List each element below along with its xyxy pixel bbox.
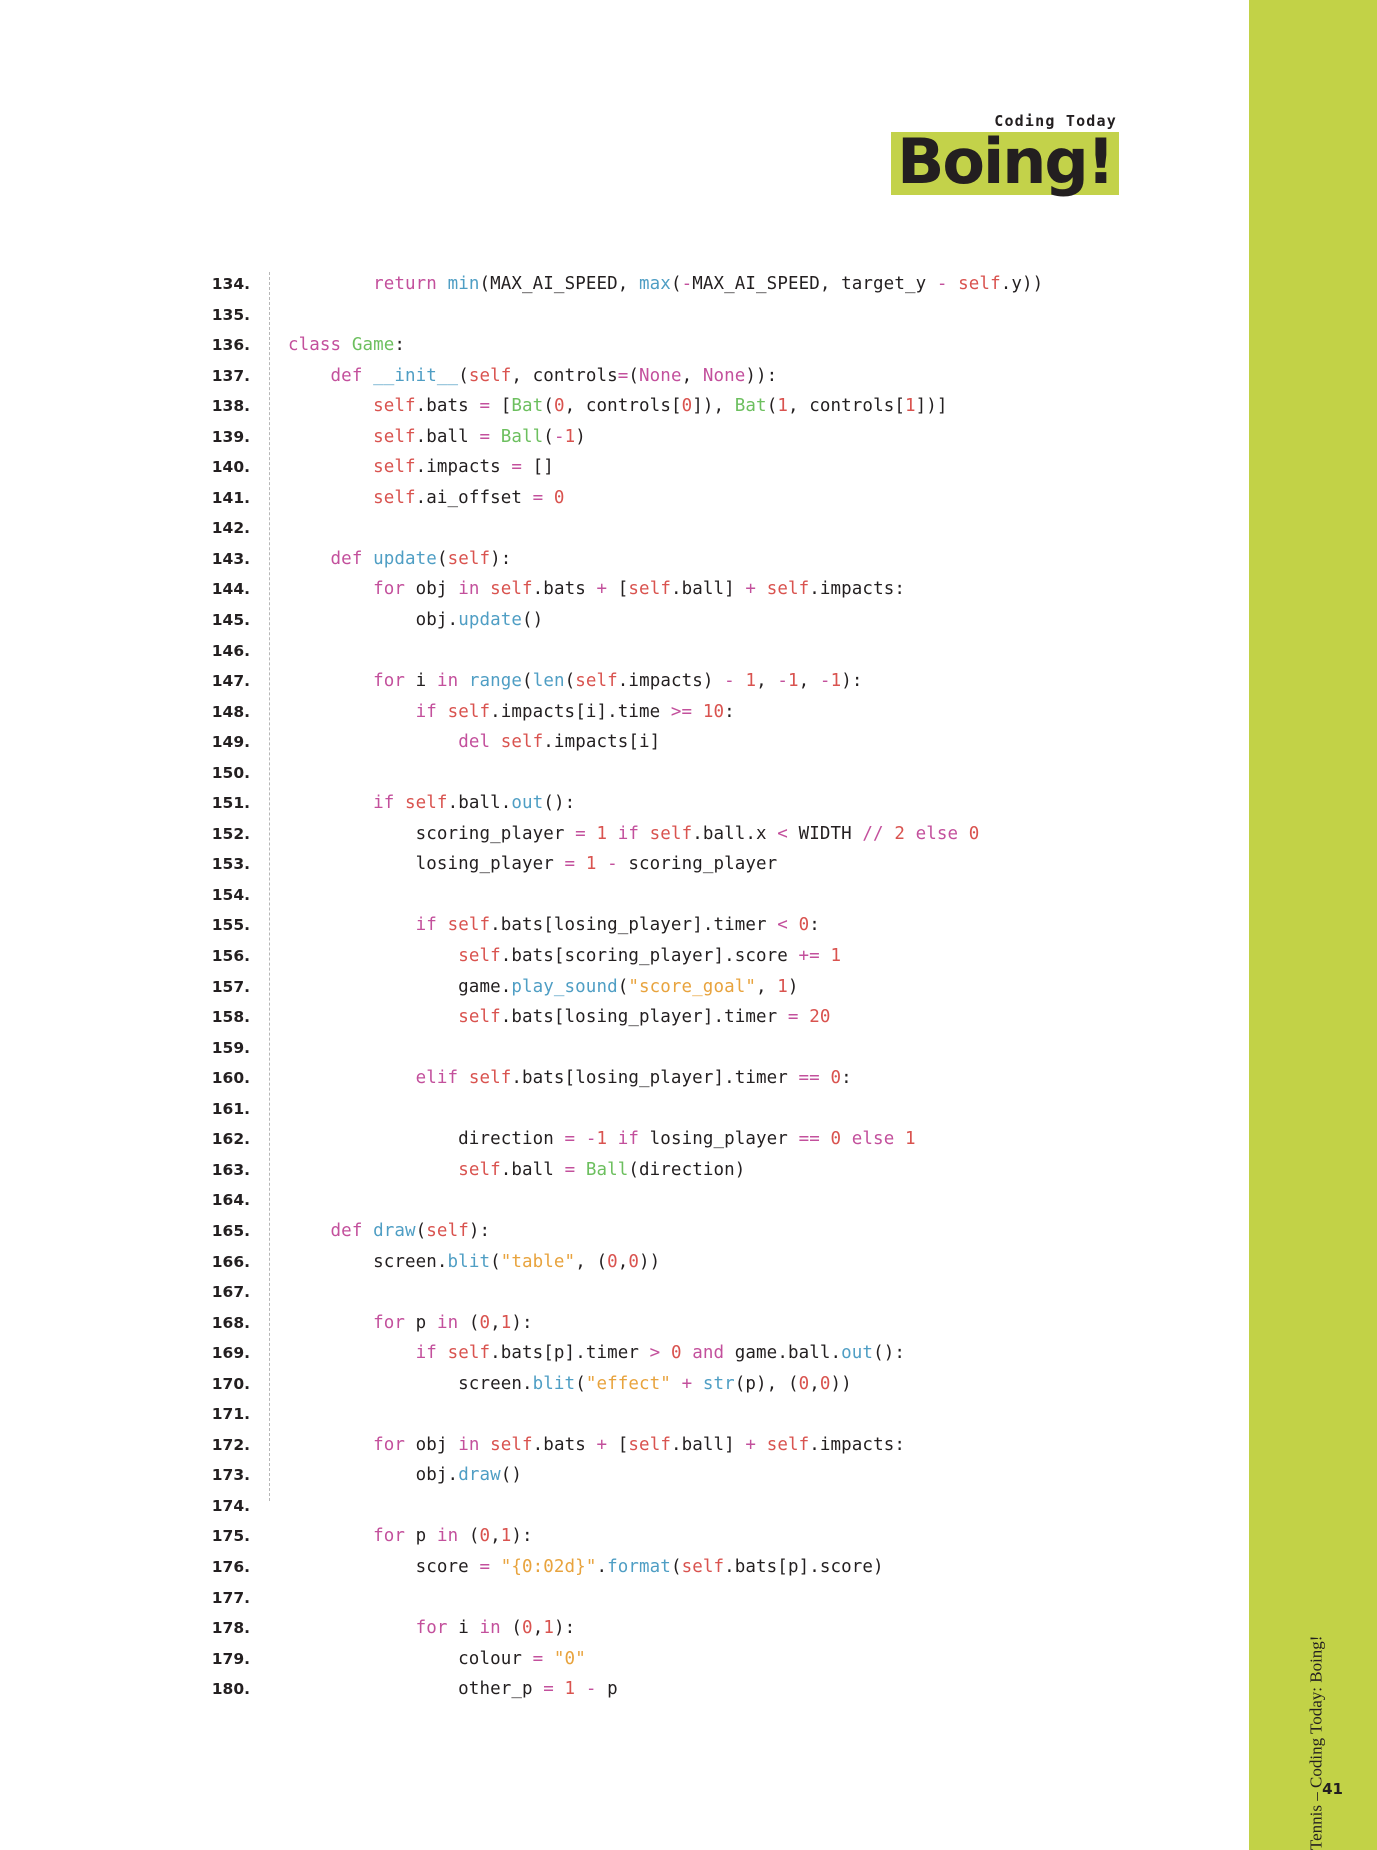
code-line <box>196 1068 1256 1099</box>
code-line-text: obj.update() <box>288 610 544 631</box>
code-line-text: self.ball = Ball(direction) <box>458 1159 746 1180</box>
header-kicker: Coding Today <box>994 112 1117 130</box>
code-line-text: for p in (0,1): <box>373 1312 533 1333</box>
code-line-text <box>288 1404 299 1424</box>
code-line-text: self.bats = [Bat(0, controls[0]), Bat(1, controls[1])] <box>373 396 948 417</box>
code-line <box>196 1496 1256 1527</box>
code-line-text <box>288 1099 299 1119</box>
code-line-number: 161. <box>211 1099 250 1118</box>
code-line-text: self.ai_offset = 0 <box>373 487 565 508</box>
code-line-number: 179. <box>211 1649 250 1668</box>
code-line-number: 178. <box>211 1619 250 1638</box>
code-line-text: self.bats[losing_player].timer = 20 <box>458 1007 831 1028</box>
code-line <box>196 366 1256 397</box>
code-line-number: 154. <box>211 885 250 904</box>
code-line <box>196 396 1256 427</box>
code-line-text: for obj in self.bats + [self.ball] + self.impacts: <box>373 1434 905 1455</box>
code-line-number: 150. <box>211 763 250 782</box>
code-line <box>196 885 1256 916</box>
code-line-number: 167. <box>211 1283 250 1302</box>
code-line-text: return min(MAX_AI_SPEED, max(-MAX_AI_SPEED, target_y - self.y)) <box>373 274 1044 294</box>
code-line <box>196 1465 1256 1496</box>
code-line-number: 164. <box>211 1191 250 1210</box>
code-line <box>196 1282 1256 1313</box>
code-line-number: 153. <box>211 855 250 874</box>
code-line <box>196 854 1256 885</box>
code-line-text: scoring_player = 1 if self.ball.x < WIDTH // 2 else 0 <box>288 823 980 844</box>
code-line-text <box>288 1496 299 1516</box>
code-line-number: 157. <box>211 977 250 996</box>
code-line <box>196 579 1256 610</box>
code-line-text <box>288 763 299 783</box>
code-line <box>196 427 1256 458</box>
code-line-number: 180. <box>211 1680 250 1699</box>
code-line-number: 160. <box>211 1069 250 1088</box>
code-line-number: 148. <box>211 702 250 721</box>
code-line-number: 152. <box>211 824 250 843</box>
code-line-number: 140. <box>211 458 250 477</box>
code-line-text: def update(self): <box>330 548 512 569</box>
page-number: 41 <box>1322 1780 1343 1798</box>
code-line-number: 142. <box>211 519 250 538</box>
code-line-number: 155. <box>211 916 250 935</box>
code-line-text: if self.bats[losing_player].timer < 0: <box>415 915 820 936</box>
code-line-text: losing_player = 1 - scoring_player <box>288 854 778 875</box>
code-line-text: game.play_sound("score_goal", 1) <box>288 976 799 997</box>
code-line-number: 162. <box>211 1130 250 1149</box>
code-line-text: self.impacts = [] <box>373 457 554 478</box>
code-line-text: if self.impacts[i].time >= 10: <box>415 701 735 722</box>
code-line-text <box>288 1588 299 1608</box>
header-logo-text: Boing! <box>897 125 1113 198</box>
code-line <box>196 732 1256 763</box>
code-line <box>196 1588 1256 1619</box>
code-line <box>196 488 1256 519</box>
code-line-text: if self.ball.out(): <box>373 793 576 814</box>
code-line-number: 159. <box>211 1038 250 1057</box>
code-line-text <box>288 885 299 905</box>
code-line-text <box>288 305 299 325</box>
code-line <box>196 610 1256 641</box>
code-line-number: 166. <box>211 1252 250 1271</box>
code-line <box>196 946 1256 977</box>
code-line-text: for p in (0,1): <box>373 1526 533 1547</box>
code-line-number: 141. <box>211 488 250 507</box>
code-line-number: 139. <box>211 427 250 446</box>
code-line <box>196 915 1256 946</box>
code-line-number: 168. <box>211 1313 250 1332</box>
code-line-number: 134. <box>211 275 250 293</box>
code-line-number: 177. <box>211 1588 250 1607</box>
code-line <box>196 1404 1256 1435</box>
code-line-text: obj.draw() <box>288 1465 523 1486</box>
code-line-number: 145. <box>211 611 250 630</box>
code-line <box>196 702 1256 733</box>
code-line-number: 165. <box>211 1221 250 1240</box>
code-line-text <box>288 518 299 538</box>
code-line <box>196 1129 1256 1160</box>
code-line <box>196 518 1256 549</box>
code-line-number: 158. <box>211 1008 250 1027</box>
code-line-number: 138. <box>211 397 250 416</box>
code-line-number: 137. <box>211 366 250 385</box>
code-line-text: del self.impacts[i] <box>458 732 661 753</box>
code-line <box>196 671 1256 702</box>
code-line-text <box>288 641 299 661</box>
code-line <box>196 1649 1256 1680</box>
code-line-text: screen.blit("effect" + str(p), (0,0)) <box>288 1373 852 1394</box>
code-line-number: 146. <box>211 641 250 660</box>
header-logo <box>891 125 1119 198</box>
code-line <box>196 763 1256 794</box>
code-line-number: 175. <box>211 1527 250 1546</box>
code-line-text: other_p = 1 - p <box>288 1679 618 1700</box>
code-line <box>196 1374 1256 1405</box>
code-line-text: def draw(self): <box>330 1220 491 1241</box>
decorative-side-band <box>1249 0 1377 1850</box>
code-line <box>196 1557 1256 1588</box>
code-line-text: score = "{0:02d}".format(self.bats[p].score) <box>288 1556 884 1577</box>
code-line <box>196 1007 1256 1038</box>
code-line <box>196 1190 1256 1221</box>
code-line <box>196 1313 1256 1344</box>
side-band-inner <box>1249 0 1377 1850</box>
code-line-number: 169. <box>211 1344 250 1363</box>
code-line-number: 135. <box>211 305 250 324</box>
code-line <box>196 1526 1256 1557</box>
running-foot: Tennis – Coding Today: Boing! <box>1307 1635 1326 1850</box>
code-line <box>196 977 1256 1008</box>
code-line <box>196 457 1256 488</box>
code-line-text: class Game: <box>288 335 406 356</box>
code-line <box>196 274 1256 305</box>
code-line <box>196 824 1256 855</box>
code-line-text: def __init__(self, controls=(None, None)): <box>330 365 778 386</box>
code-line-text: for obj in self.bats + [self.ball] + self.impacts: <box>373 579 905 600</box>
code-line-text: elif self.bats[losing_player].timer == 0: <box>415 1068 852 1089</box>
code-line <box>196 305 1256 336</box>
code-line <box>196 1160 1256 1191</box>
code-line-text: screen.blit("table", (0,0)) <box>288 1251 661 1272</box>
code-line-number: 149. <box>211 733 250 752</box>
code-line-number: 170. <box>211 1374 250 1393</box>
code-line <box>196 1099 1256 1130</box>
code-line-text: for i in range(len(self.impacts) - 1, -1, -1): <box>373 671 863 692</box>
code-line-number: 143. <box>211 549 250 568</box>
code-line <box>196 549 1256 580</box>
code-line-number: 163. <box>211 1160 250 1179</box>
code-line <box>196 1221 1256 1252</box>
code-line <box>196 1252 1256 1283</box>
code-line-number: 147. <box>211 672 250 691</box>
code-line-number: 144. <box>211 580 250 599</box>
code-line-number: 172. <box>211 1435 250 1454</box>
code-line-text: self.bats[scoring_player].score += 1 <box>458 946 842 967</box>
code-line-text: colour = "0" <box>288 1648 586 1669</box>
code-line-number: 176. <box>211 1557 250 1576</box>
code-line-text: self.ball = Ball(-1) <box>373 426 586 447</box>
code-line-text <box>288 1190 299 1210</box>
code-line <box>196 1435 1256 1466</box>
code-line-text <box>288 1038 299 1058</box>
code-line-text: for i in (0,1): <box>415 1618 576 1639</box>
code-line <box>196 335 1256 366</box>
code-line <box>196 1618 1256 1649</box>
code-line <box>196 793 1256 824</box>
code-line-text <box>288 1282 299 1302</box>
code-line-number: 173. <box>211 1466 250 1485</box>
code-line-number: 171. <box>211 1405 250 1424</box>
code-line-text: if self.bats[p].timer > 0 and game.ball.out(): <box>415 1343 905 1364</box>
code-line-number: 151. <box>211 794 250 813</box>
code-line-number: 174. <box>211 1496 250 1515</box>
code-line <box>196 1038 1256 1069</box>
code-line <box>196 1343 1256 1374</box>
page-header <box>891 112 1119 198</box>
code-line-number: 136. <box>211 336 250 355</box>
code-line <box>196 641 1256 672</box>
code-line-text: direction = -1 if losing_player == 0 else 1 <box>288 1129 916 1150</box>
code-line-number: 156. <box>211 947 250 966</box>
code-listing <box>196 274 1256 1710</box>
code-line <box>196 1679 1256 1710</box>
